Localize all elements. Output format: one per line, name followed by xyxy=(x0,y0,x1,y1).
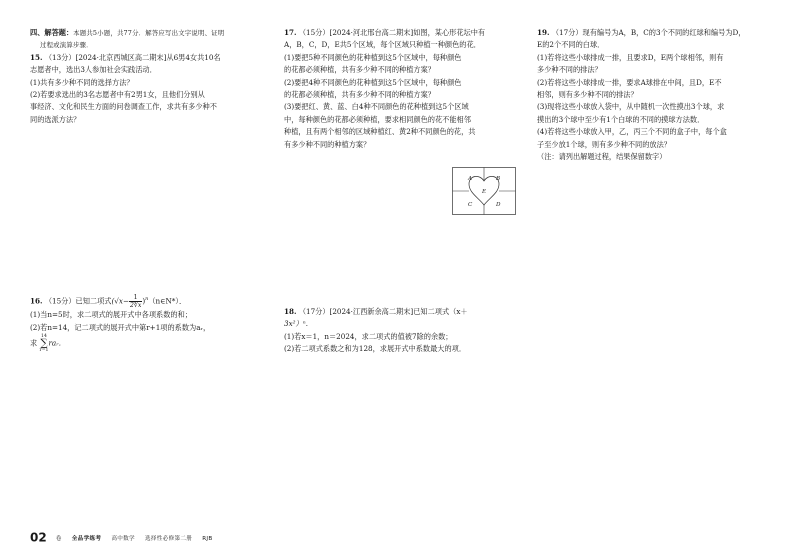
question-part: (1)共有多少种不同的选择方法？ xyxy=(30,77,134,87)
question-part: (1)若x＝1，n＝2024，求二项式的值被7除的余数； xyxy=(284,331,453,341)
question-part: (2)若n=14，记二项式的展开式中第r+1项的系数为aᵣ， xyxy=(30,322,211,332)
question-text: E的2个不同的白球． xyxy=(537,40,605,50)
question-number: 16. xyxy=(30,296,43,306)
question-part: (1)当n=5时，求二项式的展开式中各项系数的和； xyxy=(30,310,192,320)
region-label-c: C xyxy=(468,202,473,208)
region-label-e: E xyxy=(482,189,487,195)
question-text: 志愿者中，选出3人参加社会实践活动． xyxy=(30,65,157,75)
question-part: 的花都必须种植，共有多少种不同的种植方案？ xyxy=(284,65,435,75)
question-part: (2)要把4种不同颜色的花种植到这5个区域中，每种颜色 xyxy=(284,77,462,87)
question-part: 有多少种不同的种植方案？ xyxy=(284,139,371,149)
sigma-lower: r=1 xyxy=(39,348,49,354)
fraction-denominator: 2∜x xyxy=(129,301,142,309)
question-number: 18. xyxy=(284,307,297,316)
question-part: 同的选派方法？ xyxy=(30,114,81,124)
binomial-base: (√x− xyxy=(111,296,129,306)
question-text: （15分）[2024·河北邢台高二期末]如图，某心形花坛中有 xyxy=(298,28,486,37)
footer-subject: 高中数学 xyxy=(111,535,135,542)
question-part: 多少种不同的排法？ xyxy=(537,65,602,75)
question-part: 事经济、文化和民生方面的问卷调查工作，求共有多少种不 xyxy=(30,102,217,112)
question-18 xyxy=(284,306,520,356)
page-footer xyxy=(30,527,221,546)
column-left xyxy=(30,27,262,126)
question-part: (4)若将这些小球放入甲，乙，丙三个不同的盒子中，每个盒 xyxy=(537,127,727,137)
question-19 xyxy=(537,27,773,163)
question-condition: （n∈N*）． xyxy=(148,296,187,306)
question-part: (3)现将这些小球放入袋中，从中随机一次性摸出3个球，求 xyxy=(537,102,725,112)
sigma-icon: ∑ xyxy=(40,338,48,350)
section-instruction-cont: 过程或演算步骤． xyxy=(40,41,93,50)
binomial-close: ) xyxy=(142,296,146,306)
question-note: （注：请列出解题过程，结果保留数字） xyxy=(537,152,667,162)
question-15 xyxy=(30,52,262,126)
fraction-numerator: 1 xyxy=(129,294,142,302)
section-instruction: 本题共5小题，共77分．解答应写出文字说明、证明 xyxy=(73,29,225,37)
question-part: 的花都必须种植，共有多少种不同的种植方案？ xyxy=(284,90,435,100)
binomial-exponent: n xyxy=(145,296,149,302)
footer-volume: 卷 xyxy=(55,535,62,542)
region-label-b: B xyxy=(496,176,501,182)
question-part: (2)若二项式系数之和为128，求展开式中系数最大的项． xyxy=(284,344,467,354)
region-label-a: A xyxy=(468,176,473,182)
section-heading: 四、解答题： xyxy=(30,28,74,37)
question-number: 19. xyxy=(537,28,550,37)
section-header xyxy=(30,27,262,39)
page-number: 02 xyxy=(30,530,47,545)
question-16 xyxy=(30,291,262,353)
footer-book: 选择性必修第二册 xyxy=(145,535,193,542)
question-text: （17分）现有编号为A，B，C的3个不同的红球和编号为D， xyxy=(551,28,746,37)
question-part: 中，每种颜色的花都必须种植，要求相同颜色的花不能相邻 xyxy=(284,114,471,124)
question-part: 种植，且有两个相邻的区域种植红、黄2种不同颜色的花，共 xyxy=(284,127,476,137)
region-label-d: D xyxy=(496,202,501,208)
question-17 xyxy=(284,27,520,151)
question-part: (3)要把红、黄、蓝、白4种不同颜色的花种植到这5个区域 xyxy=(284,102,469,112)
footer-meta xyxy=(56,536,221,542)
question-text: 3x²）ⁿ． xyxy=(284,319,313,329)
question-text: （13分）[2024·北京西城区高二期末]从6男4女共10名 xyxy=(44,52,221,62)
fraction xyxy=(129,294,142,309)
question-text: （15分）已知二项式 xyxy=(44,296,112,306)
question-number: 17. xyxy=(284,28,297,37)
question-part: 相邻，则有多少种不同的排法？ xyxy=(537,90,638,100)
question-part: 子至少放1个球，则有多少种不同的放法？ xyxy=(537,139,671,149)
question-part: (2)若将这些小球排成一排，要求A球排在中间，且D，E不 xyxy=(537,77,722,87)
footer-brand: 全品学练考 xyxy=(71,535,102,542)
question-part: 求 xyxy=(30,338,38,348)
question-part: 摸出的3个球中至少有1个白球的不同的摸球方法数． xyxy=(537,114,705,124)
heart-flowerbed-diagram xyxy=(452,167,516,215)
question-part: (1)要把5种不同颜色的花种植到这5个区域中，每种颜色 xyxy=(284,52,462,62)
question-number: 15. xyxy=(30,52,43,62)
question-part: (1)若将这些小球排成一排，且要求D，E两个球相邻，则有 xyxy=(537,52,724,62)
question-part: (2)若要求选出的3名志愿者中有2男1女，且他们分别从 xyxy=(30,90,205,100)
sum-term: raᵣ． xyxy=(48,338,66,348)
question-text: （17分）[2024·江西新余高二期末]已知二项式（x＋ xyxy=(298,307,468,316)
question-text: A，B，C，D，E共5个区域，每个区域只种植一种颜色的花． xyxy=(284,40,481,50)
sigma-upper: 14 xyxy=(41,334,47,340)
footer-edition: RJB xyxy=(202,535,213,542)
